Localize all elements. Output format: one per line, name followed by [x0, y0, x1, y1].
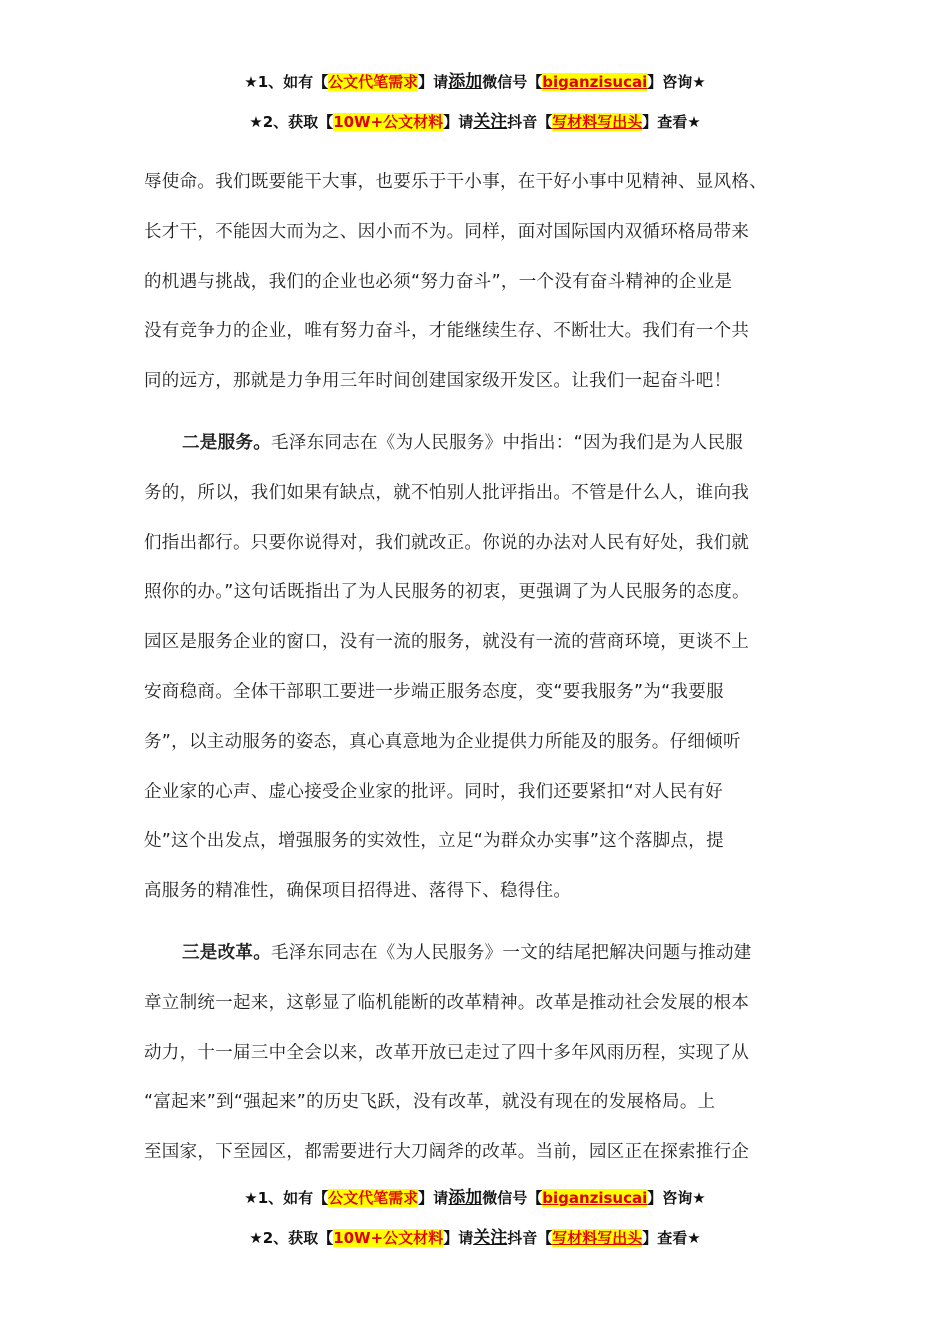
text-line: 没有竞争力的企业，唯有努力奋斗，才能继续生存、不断壮大。我们有一个共: [144, 321, 750, 342]
text-line: 务的，所以，我们如果有缺点，就不怕别人批评指出。不管是什么人，谁向我: [144, 482, 750, 503]
section-heading: 二是服务。: [182, 432, 271, 453]
promo-footer-line-1: [0, 1188, 950, 1208]
text-run: 毛泽东同志在《为人民服务》中指出：“因为我们是为人民服: [271, 432, 744, 453]
promo-text: 微信号【: [482, 73, 543, 91]
promo-emphasis: 添加: [448, 72, 483, 92]
paragraph-service: [144, 419, 819, 917]
text-line: 务”，以主动服务的姿态，真心真意地为企业提供力所能及的服务。仔细倾听: [144, 731, 741, 752]
promo-text: 】请: [443, 113, 474, 131]
promo-emphasis: 关注: [473, 112, 508, 132]
promo-text: 微信号【: [482, 1189, 543, 1207]
text-line: 长才干，不能因大而为之、因小而不为。同样，面对国际国内双循环格局带来: [144, 221, 750, 242]
promo-footer-line-2: [0, 1228, 950, 1248]
text-line: 的机遇与挑战，我们的企业也必须“努力奋斗”，一个没有奋斗精神的企业是: [144, 271, 733, 292]
text-line: 们指出都行。只要你说得对，我们就改正。你说的办法对人民有好处，我们就: [144, 532, 750, 553]
douyin-account-link[interactable]: 写材料写出头: [552, 113, 643, 131]
promo-highlight: 10W+公文材料: [333, 113, 444, 131]
text-line: [144, 419, 819, 469]
promo-header-line-2: [0, 112, 950, 132]
promo-text: ★2、获取【: [249, 113, 334, 131]
text-line: 至国家，下至园区，都需要进行大刀阔斧的改革。当前，园区正在探索推行企: [144, 1142, 750, 1163]
text-line: 园区是服务企业的窗口，没有一流的服务，就没有一流的营商环境，更谈不上: [144, 632, 750, 653]
promo-text: 】咨询★: [647, 1189, 706, 1207]
paragraph-reform: [144, 929, 819, 1178]
text-line: 动力，十一届三中全会以来，改革开放已走过了四十多年风雨历程，实现了从: [144, 1042, 750, 1063]
promo-highlight: 公文代笔需求: [328, 73, 419, 91]
promo-text: 】请: [443, 1229, 474, 1247]
promo-text: ★2、获取【: [249, 1229, 334, 1247]
text-line: 安商稳商。全体干部职工要进一步端正服务态度，变“要我服务”为“我要服: [144, 681, 724, 702]
promo-text: ★1、如有【: [244, 1189, 329, 1207]
promo-text: 】请: [418, 1189, 449, 1207]
text-line: 章立制统一起来，这彰显了临机能断的改革精神。改革是推动社会发展的根本: [144, 992, 750, 1013]
douyin-account-link[interactable]: 写材料写出头: [552, 1229, 643, 1247]
text-line: 高服务的精准性，确保项目招得进、落得下、稳得住。: [144, 881, 572, 902]
paragraph-1: [144, 158, 819, 407]
document-body: [144, 158, 819, 1178]
promo-text: ★1、如有【: [244, 73, 329, 91]
wechat-id-link[interactable]: biganzisucai: [542, 1189, 648, 1207]
promo-text: 】咨询★: [647, 73, 706, 91]
text-line: 处”这个出发点，增强服务的实效性，立足“为群众办实事”这个落脚点，提: [144, 831, 724, 852]
promo-text: 】请: [418, 73, 449, 91]
wechat-id-link[interactable]: biganzisucai: [542, 73, 648, 91]
promo-text: 抖音【: [507, 1229, 553, 1247]
text-line: 照你的办。”这句话既指出了为人民服务的初衷，更强调了为人民服务的态度。: [144, 582, 750, 603]
text-line: 辱使命。我们既要能干大事，也要乐于干小事，在干好小事中见精神、显风格、: [144, 172, 767, 192]
promo-text: 】查看★: [642, 113, 701, 131]
text-line: “富起来”到“强起来”的历史飞跃，没有改革，就没有现在的发展格局。上: [144, 1092, 716, 1113]
promo-text: 】查看★: [642, 1229, 701, 1247]
text-line: [144, 929, 819, 979]
promo-text: 抖音【: [507, 113, 553, 131]
text-line: 同的远方，那就是力争用三年时间创建国家级开发区。让我们一起奋斗吧！: [144, 371, 732, 392]
promo-highlight: 公文代笔需求: [328, 1189, 419, 1207]
promo-header-line-1: [0, 72, 950, 92]
text-run: 毛泽东同志在《为人民服务》一文的结尾把解决问题与推动建: [271, 942, 752, 963]
promo-emphasis: 关注: [473, 1228, 508, 1248]
promo-emphasis: 添加: [448, 1188, 483, 1208]
text-line: 企业家的心声、虚心接受企业家的批评。同时，我们还要紧扣“对人民有好: [144, 781, 723, 802]
section-heading: 三是改革。: [182, 942, 271, 963]
promo-highlight: 10W+公文材料: [333, 1229, 444, 1247]
